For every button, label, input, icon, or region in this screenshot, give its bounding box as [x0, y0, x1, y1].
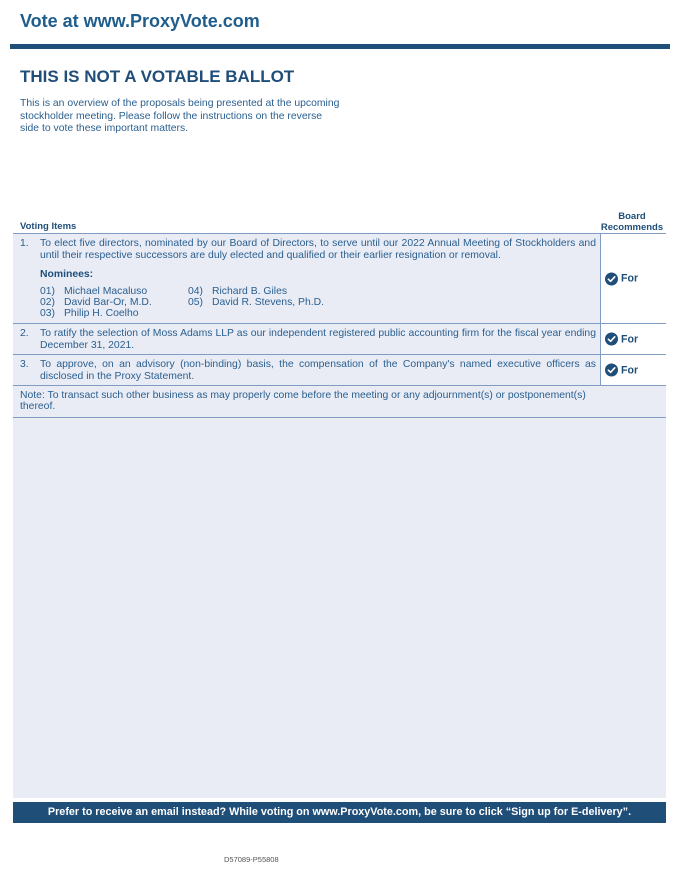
proposal-text: To elect five directors, nominated by our Board of Directors, to serve until our 2022 Annual Meeting of Stockholders and until their respective successors are duly elected and qualified or their earlier resignation or removal. [40, 238, 596, 261]
note-row [13, 386, 666, 418]
proposal-text: To approve, on an advisory (non-binding) basis, the compensation of the Company's named executive officers as disclosed in the Proxy Statement. [40, 359, 596, 382]
check-circle-icon [605, 364, 618, 377]
voting-items-header: Voting Items [20, 221, 77, 232]
nominees-label: Nominees: [40, 269, 94, 280]
proposal-number: 2. [20, 328, 29, 339]
recommendation-cell [600, 234, 666, 323]
proposal-row-2 [13, 324, 666, 355]
nominee-item: 02) David Bar-Or, M.D. [40, 297, 152, 308]
board-header-line2: Recommends [600, 221, 664, 233]
recommendation-label: For [621, 364, 639, 376]
board-recommendation [605, 364, 638, 377]
check-circle-icon [605, 333, 618, 346]
check-circle-icon [605, 272, 618, 285]
header-title: Vote at www.ProxyVote.com [20, 11, 260, 31]
recommendation-cell [600, 324, 666, 354]
nominee-item: 03) Philip H. Coelho [40, 308, 139, 319]
board-header-line1: Board [618, 211, 646, 222]
recommendation-label: For [621, 272, 639, 285]
nominee-item: 04) Richard B. Giles [188, 286, 288, 297]
recommendation-cell [600, 355, 666, 385]
ballot-title: THIS IS NOT A VOTABLE BALLOT [20, 67, 295, 86]
proposal-number: 3. [20, 359, 29, 370]
header-divider [10, 44, 670, 49]
note-text: Note: To transact such other business as may properly come before the meeting or any adjournment(s) or postponement(s) thereof. [20, 390, 586, 412]
proposal-text: To ratify the selection of Moss Adams LLP as our independent registered public accounting firm for the fiscal year ending December 31, 2021. [40, 328, 596, 351]
proposal-number: 1. [20, 238, 29, 249]
job-code: D57089-P55808 [224, 855, 279, 864]
proposal-row-1 [13, 233, 666, 324]
proposal-row-3 [13, 355, 666, 386]
board-recommendation [605, 272, 638, 285]
nominee-item: 01) Michael Macaluso [40, 286, 148, 297]
nominee-item: 05) David R. Stevens, Ph.D. [188, 297, 325, 308]
board-recommends-header [598, 212, 666, 233]
board-recommendation [605, 333, 638, 346]
ballot-intro: This is an overview of the proposals being presented at the upcoming stockholder meeting. Please follow the instructions on the reverse side to vote these important matters. [20, 98, 340, 135]
recommendation-label: For [621, 333, 639, 345]
edelivery-banner: Prefer to receive an email instead? While voting on www.ProxyVote.com, be sure to click “Sign up for E-delivery”. [13, 802, 666, 823]
